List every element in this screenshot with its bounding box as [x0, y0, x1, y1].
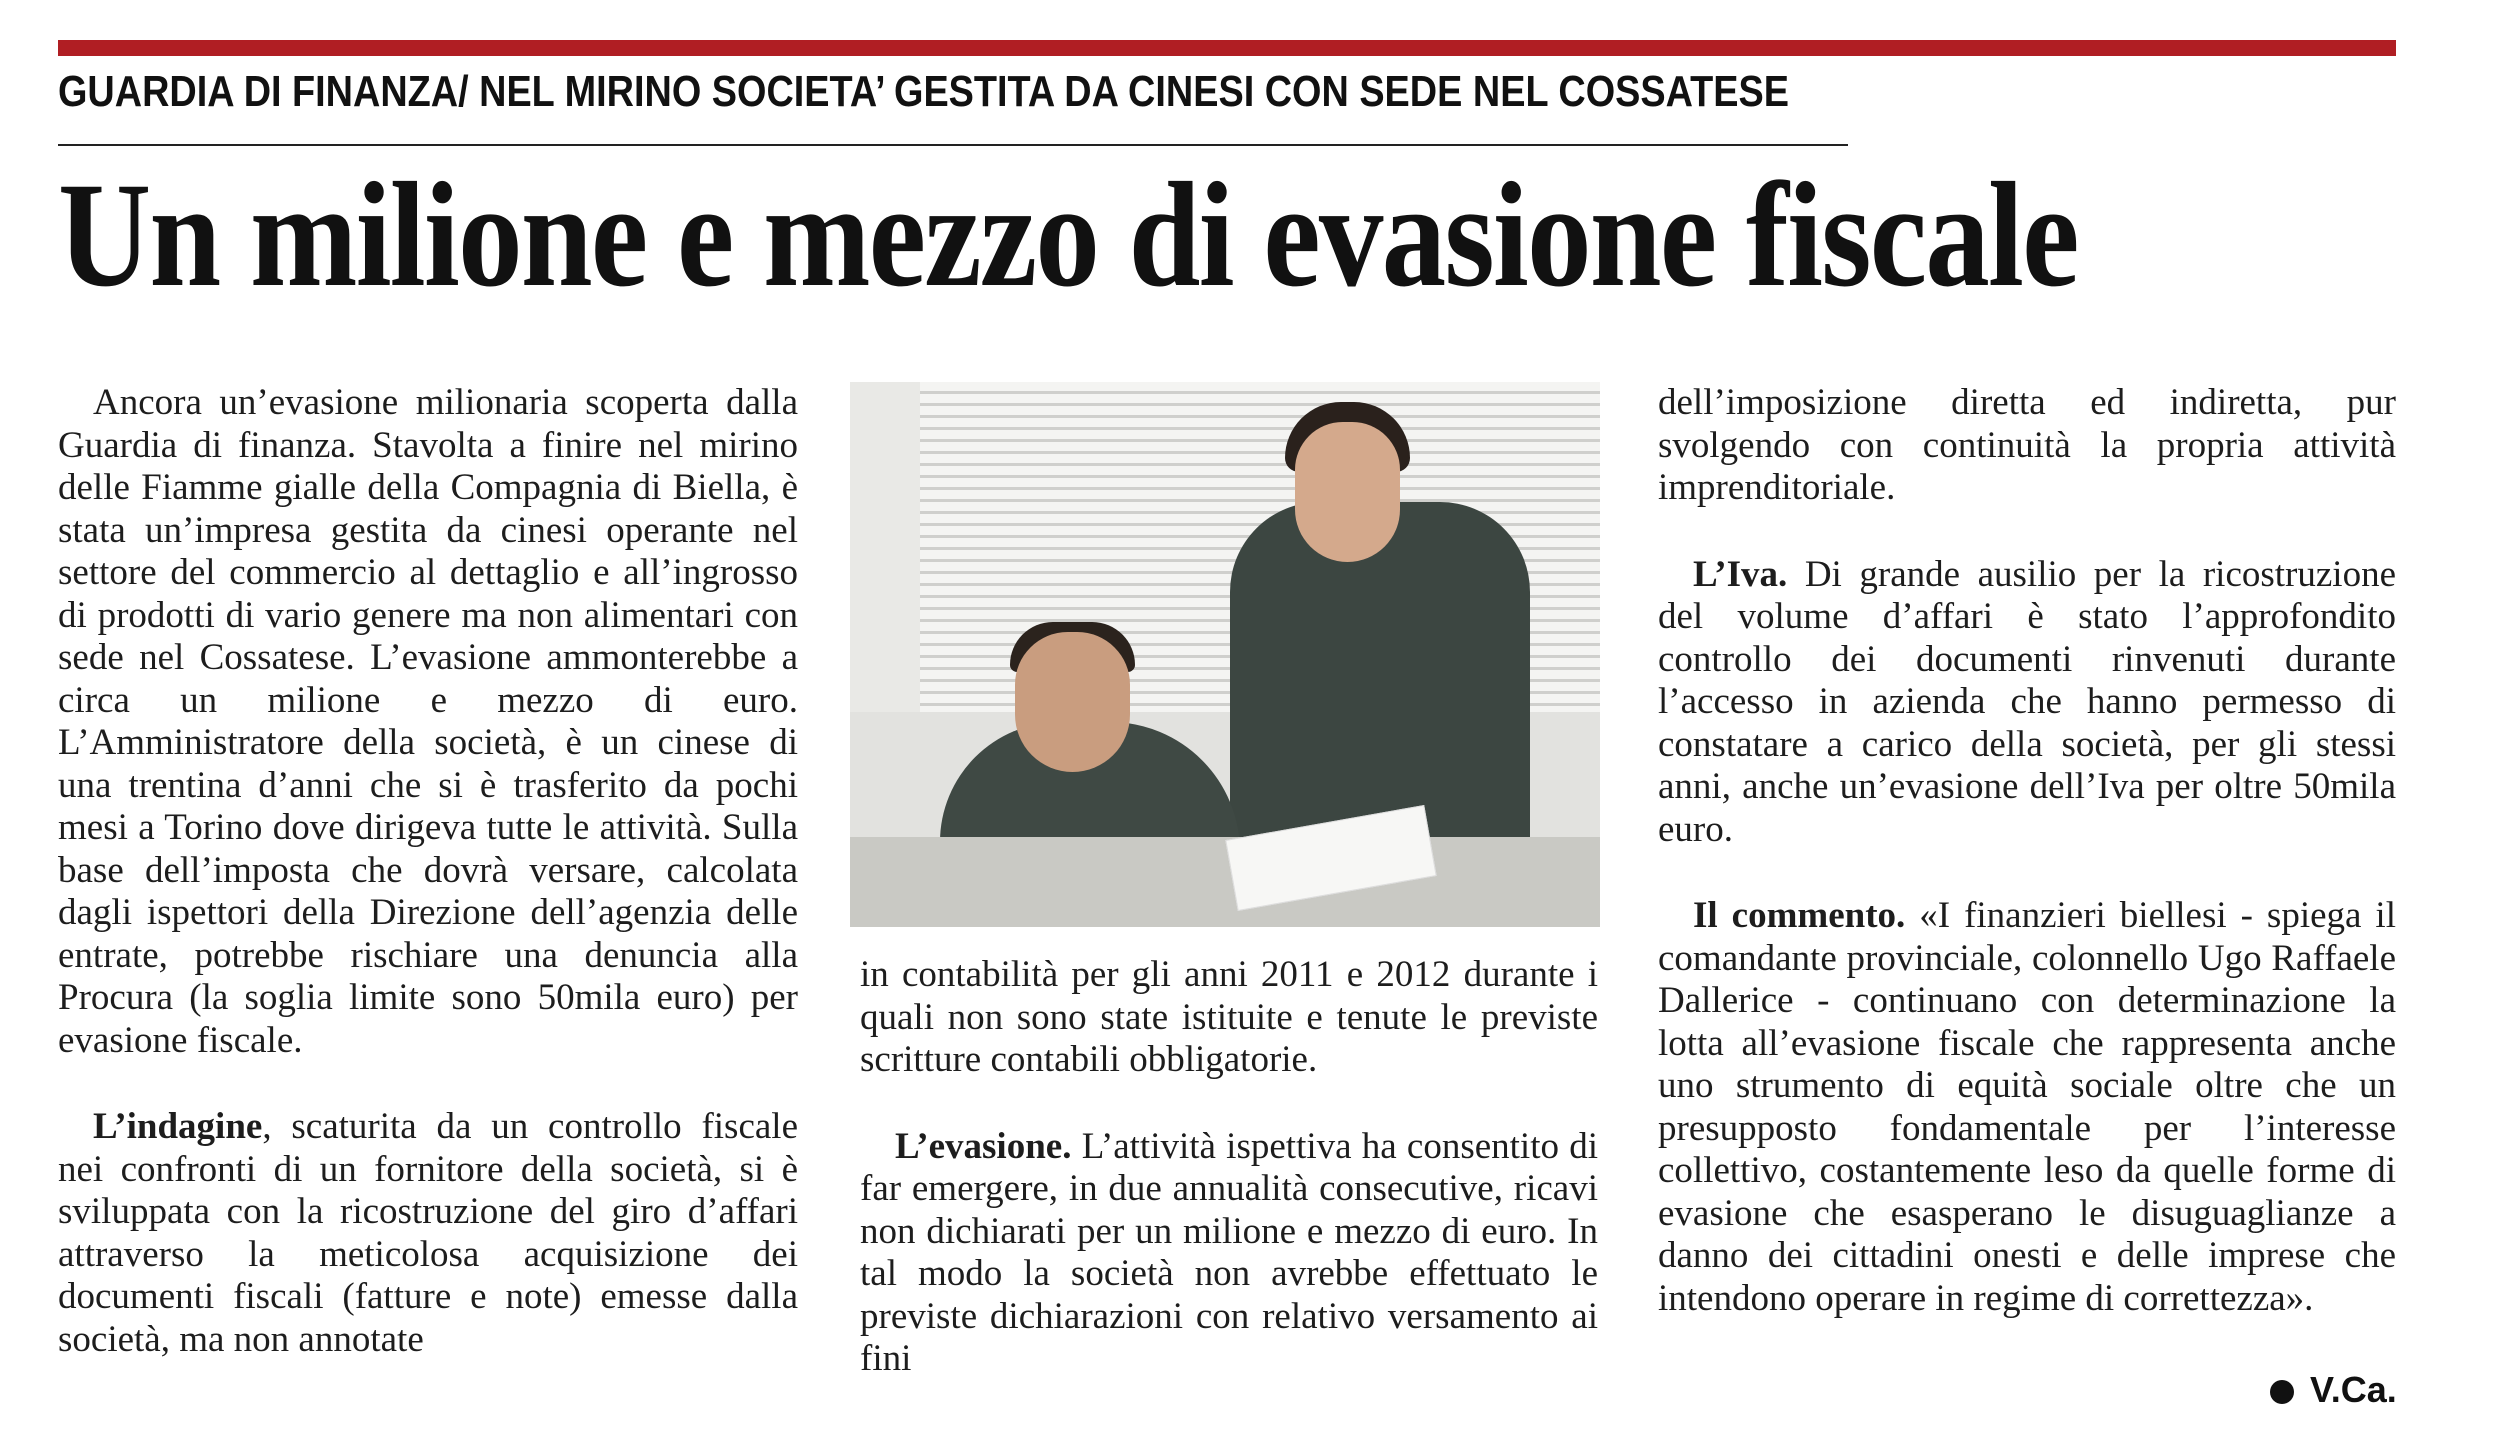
paragraph-iva-text: Di grande ausilio per la ricostruzione del volume d’affari è stato l’approfondito controllo dei documenti rinvenuti durante l’accesso in azienda che hanno permesso di constatare a carico della società, per gli stessi anni, anche un’evasione dell’Iva per oltre 50mila euro. — [1658, 553, 2396, 850]
author-signature — [2270, 1368, 2397, 1412]
paragraph-imposizione: dell’imposizione diretta ed indiretta, pur svolgendo con continuità la propria attività imprenditoriale. — [1658, 382, 2396, 508]
section-lead-indagine: L’indagine — [93, 1106, 263, 1147]
paragraph-indagine — [58, 1106, 798, 1361]
article-kicker: GUARDIA DI FINANZA/ NEL MIRINO SOCIETA’ GESTITA DA CINESI CON SEDE NEL COSSATESE — [58, 67, 1789, 116]
photo-desk — [850, 837, 1600, 927]
section-lead-iva: L’Iva. — [1693, 553, 1788, 595]
article-photo — [850, 382, 1600, 927]
paragraph-evasione-text: L’attività ispettiva ha consentito di far emergere, in due annualità consecutive, ricavi non dichiarati per un milione e mezzo di euro. In tal modo la società non avrebbe effettuato le previste dichiarazioni con relativo versamento ai fini — [860, 1125, 1598, 1379]
paragraph-intro: Ancora un’evasione milionaria scoperta dalla Guardia di finanza. Stavolta a finire nel mirino delle Fiamme gialle della Compagnia di Biella, è stata un’impresa gestita da cinesi operante nel settore del commercio al dettaglio e all’ingrosso di prodotti di vario genere ma non alimentari con sede nel Cossatese. L’evasione ammonterebbe a circa un milione e mezzo di euro. L’Amministratore della società, è un cinese di una trentina d’anni che si è trasferito da pochi mesi a Torino dove dirigeva tutte le attività. Sulla base dell’imposta che dovrà versare, calcolata dagli ispettori della Direzione dell’agenzia delle entrate, potrebbe rischiare una denuncia alla Procura (la soglia limite sono 50mila euro) per evasione fiscale. — [58, 382, 798, 1061]
paragraph-iva — [1658, 554, 2396, 852]
article-headline: Un milione e mezzo di evasione fiscale — [58, 152, 2078, 318]
paragraph-evasione — [860, 1126, 1598, 1381]
article-column-2 — [860, 954, 1598, 1434]
paragraph-commento — [1658, 895, 2396, 1320]
bullet-icon — [2270, 1380, 2294, 1404]
photo-officer-seated-head — [1015, 632, 1130, 772]
section-lead-evasione: L’evasione. — [895, 1125, 1072, 1167]
red-header-rule — [58, 40, 2396, 56]
paragraph-contabilita: in contabilità per gli anni 2011 e 2012 durante i quali non sono state istituite e tenute le previste scritture contabili obbligatorie. — [860, 954, 1598, 1080]
photo-officer-standing-head — [1295, 422, 1400, 562]
paragraph-commento-text: «I finanzieri biellesi - spiega il comandante provinciale, colonnello Ugo Raffaele Dallerice - continuano con determinazione la lotta all’evasione fiscale che rappresenta anche uno strumento di equità sociale oltre che un presupposto fondamentale per l’interesse collettivo, costantemente leso da quelle forme di evasione che esasperano le disuguaglianze a danno dei cittadini onesti e delle imprese che intendono operare in regime di correttezza». — [1658, 895, 2396, 1319]
author-initials: V.Ca. — [2310, 1369, 2397, 1410]
article-column-3 — [1658, 382, 2396, 1422]
kicker-divider — [58, 144, 1848, 146]
section-lead-commento: Il commento. — [1693, 895, 1906, 936]
paragraph-indagine-text: , scaturita da un controllo fiscale nei confronti di un fornitore della società, si è sviluppata con la ricostruzione del giro d’affari attraverso la meticolosa acquisizione dei documenti fiscali (fatture e note) emesse dalla società, ma non annotate — [58, 1106, 798, 1360]
article-column-1 — [58, 382, 798, 1422]
